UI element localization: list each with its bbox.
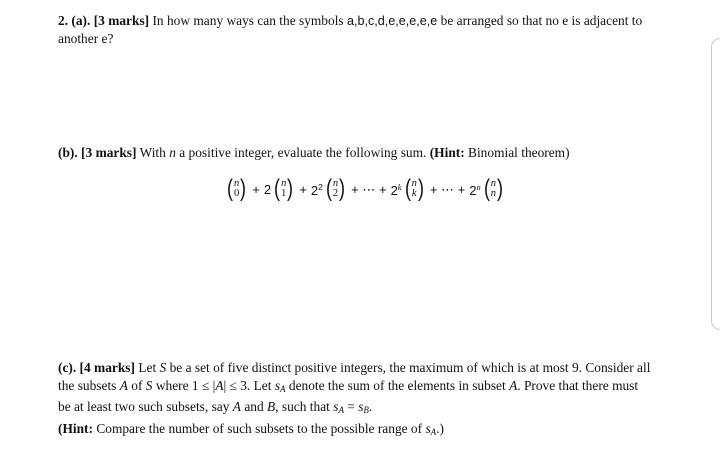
part-c-hint-label: (Hint: — [58, 420, 93, 436]
variable-s: s — [425, 420, 431, 436]
left-paren: ( — [404, 175, 411, 202]
binom-top: n — [234, 178, 240, 189]
term-exponent: n — [476, 182, 481, 192]
variable-B: B — [267, 399, 276, 414]
part-a-symbols: a,b,c,d,e,e,e,e,e — [346, 14, 438, 28]
right-paren: ) — [496, 175, 503, 202]
part-b-hint-label: (Hint: — [429, 145, 465, 160]
plus-sign: + — [252, 181, 260, 197]
variable-S: S — [159, 360, 167, 375]
question-part-a — [58, 12, 694, 47]
formula-term-n — [469, 175, 505, 202]
variable-A: A — [232, 399, 241, 414]
binomial-sum-formula — [225, 175, 505, 202]
question-part-b — [58, 144, 694, 161]
term-coefficient: 2$^n$ — [469, 182, 481, 198]
plus-sign: + — [299, 181, 307, 197]
part-b-text-2: a positive integer, evaluate the following sum. — [175, 145, 430, 160]
binom-bottom: 2 — [332, 188, 339, 199]
term-exponent: 2 — [318, 182, 323, 192]
binom-bottom: 1 — [281, 188, 287, 199]
part-b-label: (b). [3 marks] — [58, 145, 137, 160]
formula-term-2 — [310, 175, 347, 202]
variable-s: s — [358, 399, 364, 414]
variable-s: s — [333, 399, 339, 414]
formula-term-0 — [225, 175, 248, 202]
part-c-line-2: the subsets A of S where 1 ≤ |A| ≤ 3. Let $s_A$ denote the sum of the elements in subset A. Prove that there must — [58, 377, 639, 394]
binomial-coefficient — [325, 175, 346, 202]
variable-A: A — [509, 377, 518, 393]
binom-bottom: k — [411, 188, 417, 199]
left-paren: ( — [274, 175, 281, 202]
part-c-hint: (Hint: Compare the number of such subsets to the possible range of $s_A$.) — [58, 420, 444, 437]
left-paren: ( — [483, 175, 490, 202]
part-c-line-3: be at least two such subsets, say A and B, such that $s_A = s_B$. — [58, 399, 373, 415]
variable-S: S — [145, 377, 153, 393]
part-b-text: With — [136, 145, 170, 160]
part-a-line-1 — [58, 12, 694, 30]
binom-top: n — [490, 178, 496, 189]
part-b-line-1 — [58, 144, 694, 161]
part-a-label: 2. (a). [3 marks] — [58, 13, 150, 28]
ellipsis-plus: + ⋯ + — [351, 181, 387, 197]
variable-A: A — [119, 377, 128, 393]
right-paren: ) — [417, 175, 424, 202]
formula-term-1 — [263, 175, 295, 202]
screen-edge-handle[interactable] — [711, 38, 720, 330]
part-a-text-tail: be arranged so that no e is adjacent to — [437, 13, 643, 28]
binom-top: n — [281, 178, 287, 189]
variable-s: s — [274, 377, 281, 393]
subscript-A: A — [280, 383, 286, 394]
part-b-hint-text: Binomial theorem) — [464, 145, 570, 160]
subscript-A: A — [430, 426, 437, 437]
binomial-coefficient — [226, 175, 247, 202]
binom-bottom: n — [490, 188, 496, 199]
term-coefficient: 2$^k$ — [390, 182, 402, 198]
subscript-B: B — [363, 405, 369, 415]
part-a-text: In how many ways can the symbols — [149, 13, 347, 28]
variable-n: n — [169, 145, 176, 160]
left-paren: ( — [227, 175, 233, 202]
right-paren: ) — [287, 175, 294, 202]
right-paren: ) — [339, 175, 346, 202]
term-exponent: k — [397, 182, 402, 192]
binomial-coefficient — [404, 175, 425, 202]
part-c-label: (c). [4 marks] — [58, 360, 135, 375]
right-paren: ) — [240, 175, 247, 202]
part-c-line-1: (c). [4 marks] Let S be a set of five distinct positive integers, the maximum of which is at most 9. Consider all — [58, 360, 651, 375]
variable-A: A — [215, 377, 224, 393]
formula-term-k — [390, 175, 426, 202]
term-coefficient: 2 — [263, 181, 272, 197]
subscript-A: A — [338, 405, 344, 415]
binom-bottom: 0 — [234, 188, 240, 199]
ellipsis-plus: + ⋯ + — [429, 181, 466, 197]
left-paren: ( — [325, 175, 332, 202]
binom-top: n — [332, 178, 339, 189]
binomial-coefficient — [483, 175, 504, 202]
term-coefficient: $2^2$ — [310, 182, 323, 198]
binomial-coefficient — [273, 175, 294, 202]
part-a-line-2: another e? — [58, 31, 114, 46]
binom-top: n — [411, 178, 417, 189]
question-part-c — [58, 359, 694, 441]
